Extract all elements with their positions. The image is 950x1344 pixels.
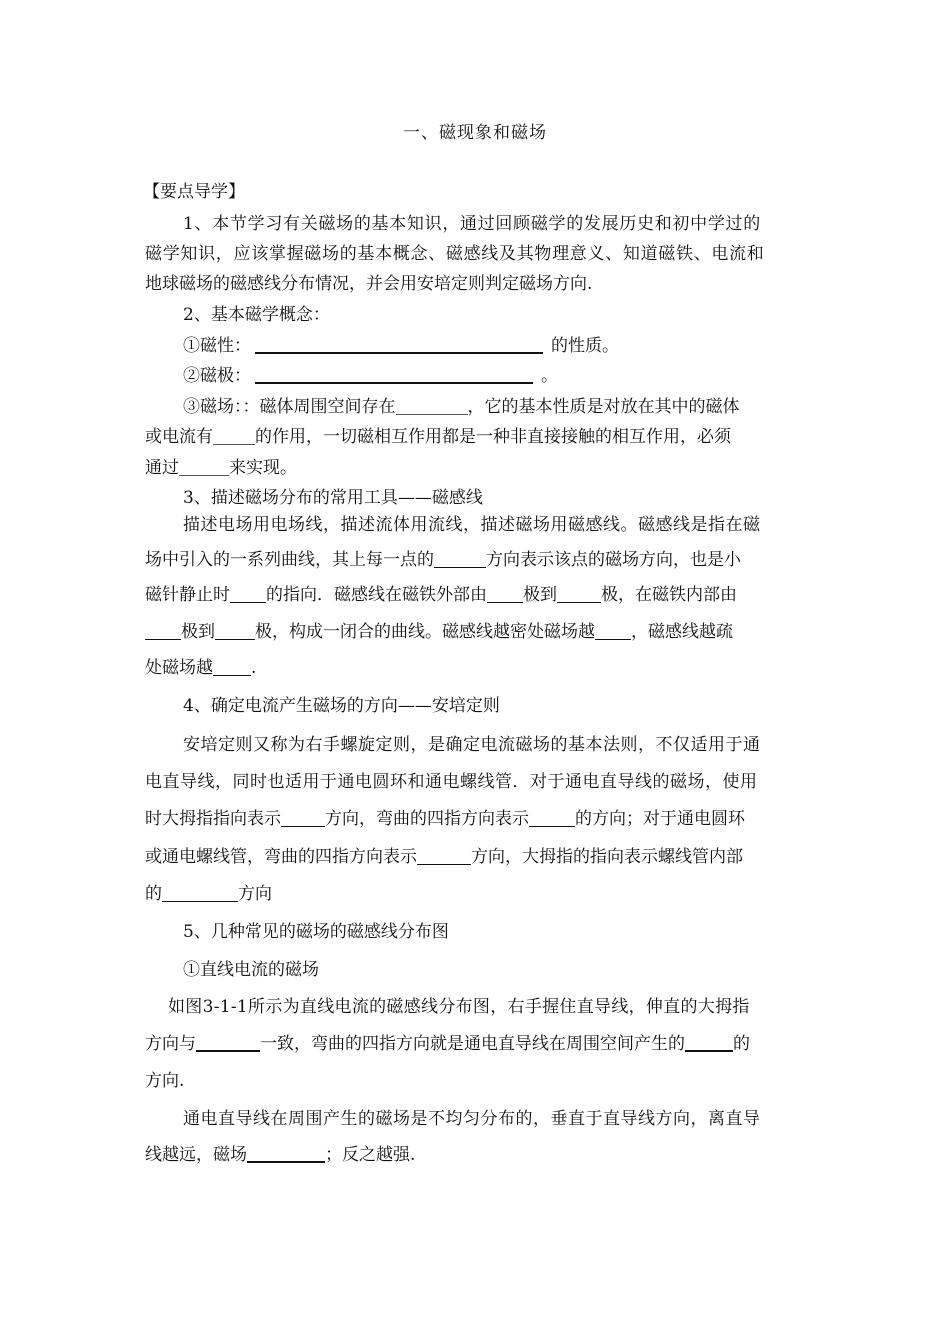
fill-in-line — [145, 548, 741, 572]
answer-blank — [145, 620, 181, 637]
answer-blank — [487, 583, 523, 600]
fill-in-line — [145, 882, 272, 906]
paragraph-line: 安培定则又称为右手螺旋定则，是确定电流磁场的基本法则，不仅适用于通 — [183, 735, 761, 755]
line-text: 磁针静止时 — [145, 585, 230, 605]
line-text: 通过 — [145, 458, 179, 478]
fill-in-line — [145, 1143, 415, 1167]
line-text: ，磁感线越疏 — [631, 622, 733, 642]
line-text: 的作用，一切磁相互作用都是一种非直接接触的相互作用，必须 — [255, 427, 731, 447]
answer-blank — [162, 882, 238, 899]
paragraph-line: ①直线电流的磁场 — [183, 960, 319, 980]
paragraph-line: 如图3-1-1所示为直线电流的磁感线分布图，右手握住直导线，伸直的大拇指 — [168, 997, 750, 1017]
fill-in-line — [145, 1032, 750, 1056]
fill-in-line — [145, 656, 256, 680]
line-text: 方向，弯曲的四指方向表示 — [325, 809, 529, 829]
paragraph-line: 地球磁场的磁感线分布情况，并会用安培定则判定磁场方向. — [145, 274, 593, 294]
answer-blank — [529, 807, 575, 824]
fill-in-line — [183, 364, 558, 388]
answer-blank — [213, 425, 255, 442]
fill-in-line — [183, 395, 740, 419]
fill-in-line — [145, 620, 733, 644]
answer-blank — [685, 1032, 733, 1049]
paragraph-line: 1、本节学习有关磁场的基本知识，通过回顾磁学的发展历史和初中学过的 — [183, 214, 761, 234]
line-text: 来实现。 — [229, 458, 297, 478]
line-text: 极，构成一闭合的曲线。磁感线越密处磁场越 — [255, 622, 595, 642]
line-text: 的 — [145, 884, 162, 904]
answer-blank — [179, 456, 229, 473]
line-text: ③磁场：：磁体周围空间存在 — [183, 397, 396, 417]
answer-blank — [417, 845, 471, 862]
line-text: . — [251, 658, 257, 678]
answer-blank — [396, 395, 468, 412]
answer-blank — [255, 334, 543, 351]
line-text: 的方向；对于通电圆环 — [575, 809, 745, 829]
line-text: 或通电螺线管，弯曲的四指方向表示 — [145, 847, 417, 867]
paragraph-line: 方向. — [145, 1071, 185, 1091]
answer-blank — [557, 583, 601, 600]
fill-in-line — [145, 807, 745, 831]
line-text: 或电流有 — [145, 427, 213, 447]
line-text: 场中引入的一系列曲线，其上每一点的 — [145, 550, 434, 570]
paragraph-line: 2、基本磁学概念： — [183, 305, 330, 325]
line-text: 一致，弯曲的四指方向就是通电直导线在周围空间产生的 — [260, 1034, 685, 1054]
answer-blank — [215, 620, 255, 637]
paragraph-line: 描述电场用电场线，描述流体用流线，描述磁场用磁感线。磁感线是指在磁 — [183, 515, 761, 535]
answer-blank — [230, 583, 266, 600]
fill-in-line — [183, 334, 619, 358]
line-text: 时大拇指指向表示 — [145, 809, 281, 829]
line-text: 线越远，磁场 — [145, 1145, 247, 1165]
paragraph-line: 电直导线，同时也适用于通电圆环和通电螺线管．对于通电直导线的磁场，使用 — [145, 772, 758, 792]
line-text: 的 — [733, 1034, 750, 1054]
paragraph-line: 3、描述磁场分布的常用工具——磁感线 — [183, 488, 483, 508]
fill-in-line — [145, 456, 297, 480]
answer-blank — [281, 807, 325, 824]
line-text: ①磁性： — [183, 336, 251, 356]
line-text: 方向表示该点的磁场方向，也是小 — [486, 550, 741, 570]
fill-in-line — [145, 425, 731, 449]
line-text: 极，在磁铁内部由 — [601, 585, 737, 605]
page-title: 一、磁现象和磁场 — [403, 123, 547, 143]
line-text: 方向与 — [145, 1034, 196, 1054]
answer-blank — [434, 548, 486, 565]
fill-in-line — [145, 845, 743, 869]
paragraph-line: 4、确定电流产生磁场的方向——安培定则 — [183, 696, 500, 716]
paragraph-line: 5、几种常见的磁场的磁感线分布图 — [183, 922, 449, 942]
answer-blank — [247, 1143, 325, 1160]
paragraph-line: 通电直导线在周围产生的磁场是不均匀分布的，垂直于直导线方向，离直导 — [183, 1109, 761, 1129]
line-text: 极到 — [181, 622, 215, 642]
answer-blank — [255, 364, 533, 381]
section-heading: 【要点导学】 — [143, 182, 245, 202]
answer-blank — [595, 620, 631, 637]
paragraph-line: 磁学知识，应该掌握磁场的基本概念、磁感线及其物理意义、知道磁铁、电流和 — [145, 244, 765, 264]
line-text: 。 — [541, 366, 558, 386]
line-text: ②磁极： — [183, 366, 251, 386]
line-text: ；反之越强. — [325, 1145, 416, 1165]
fill-in-line — [145, 583, 737, 607]
line-text: 的性质。 — [551, 336, 619, 356]
answer-blank — [213, 656, 251, 673]
line-text: 处磁场越 — [145, 658, 213, 678]
line-text: ，它的基本性质是对放在其中的磁体 — [467, 397, 740, 417]
line-text: 的指向．磁感线在磁铁外部由 — [266, 585, 487, 605]
answer-blank — [196, 1032, 260, 1049]
line-text: 方向 — [238, 884, 272, 904]
line-text: 方向，大拇指的指向表示螺线管内部 — [471, 847, 743, 867]
line-text: 极到 — [523, 585, 557, 605]
